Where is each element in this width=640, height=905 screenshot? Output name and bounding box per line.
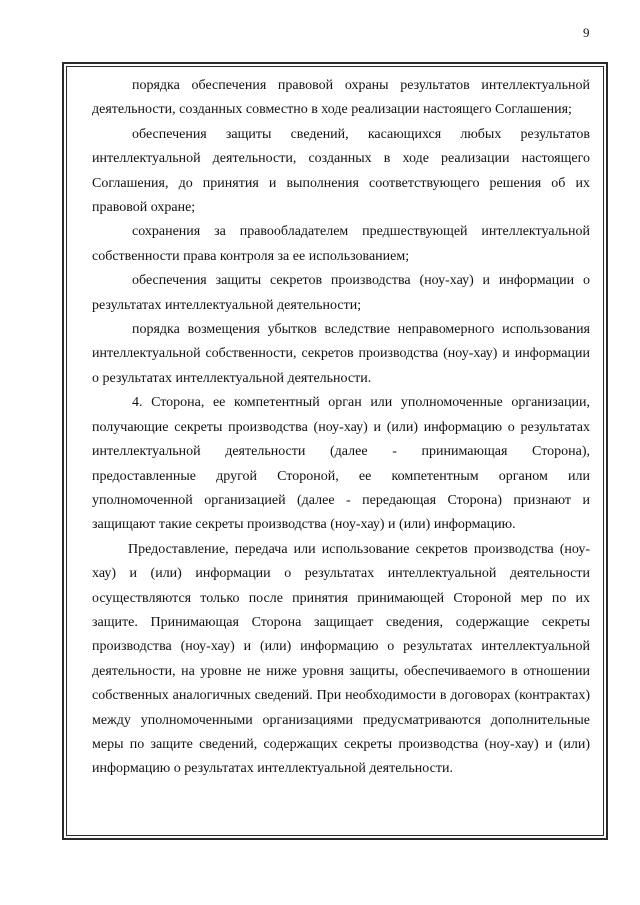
paragraph-info-protection: обеспечения защиты сведений, касающихся любых результатов интеллектуальной деятельности, созданных в ходе реализации настоящего Соглашения, до принятия и выполнения соответствующего решения об их правовой охране; — [92, 126, 590, 216]
paragraph-rights-retention: сохранения за правообладателем предшествующей интеллектуальной собственности права контроля за ее использованием; — [92, 224, 590, 264]
document-body — [92, 74, 590, 782]
page-number: 9 — [583, 25, 590, 40]
paragraph-clause-4: 4. Сторона, ее компетентный орган или уполномоченные организации, получающие секреты производства (ноу-хау) и (или) информацию о результатах интеллектуальной деятельности (далее - принимающая Сторона), предоставленные другой Стороной, ее компетентным органом или уполномоченной организацией (далее - передающая Сторона) признают и защищают такие секреты производства (ноу-хау) и (или) информацию. — [92, 395, 590, 533]
paragraph-ip-protection-order: порядка обеспечения правовой охраны результатов интеллектуальной деятельности, созданных совместно в ходе реализации настоящего Соглашения; — [92, 78, 590, 118]
paragraph-transfer-conditions: Предоставление, передача или использование секретов производства (ноу-хау) и (или) информации о результатах интеллектуальной деятельности осуществляются только после принятия принимающей Стороной мер по их защите. Принимающая Сторона защищает сведения, содержащие секреты производства (ноу-хау) и (или) информацию о результатах интеллектуальной деятельности, на уровне не ниже уровня защиты, обеспечиваемого в отношении собственных аналогичных сведений. При необходимости в договорах (контрактах) между уполномоченными организациями предусматриваются дополнительные меры по защите сведений, содержащих секреты производства (ноу-хау) и (или) информацию о результатах интеллектуальной деятельности. — [92, 541, 590, 777]
paragraph-damages-compensation: порядка возмещения убытков вследствие неправомерного использования интеллектуальной собственности, секретов производства (ноу-хау) и информации о результатах интеллектуальной деятельности. — [92, 322, 590, 386]
paragraph-know-how-protection: обеспечения защиты секретов производства (ноу-хау) и информации о результатах интеллектуальной деятельности; — [92, 273, 590, 313]
